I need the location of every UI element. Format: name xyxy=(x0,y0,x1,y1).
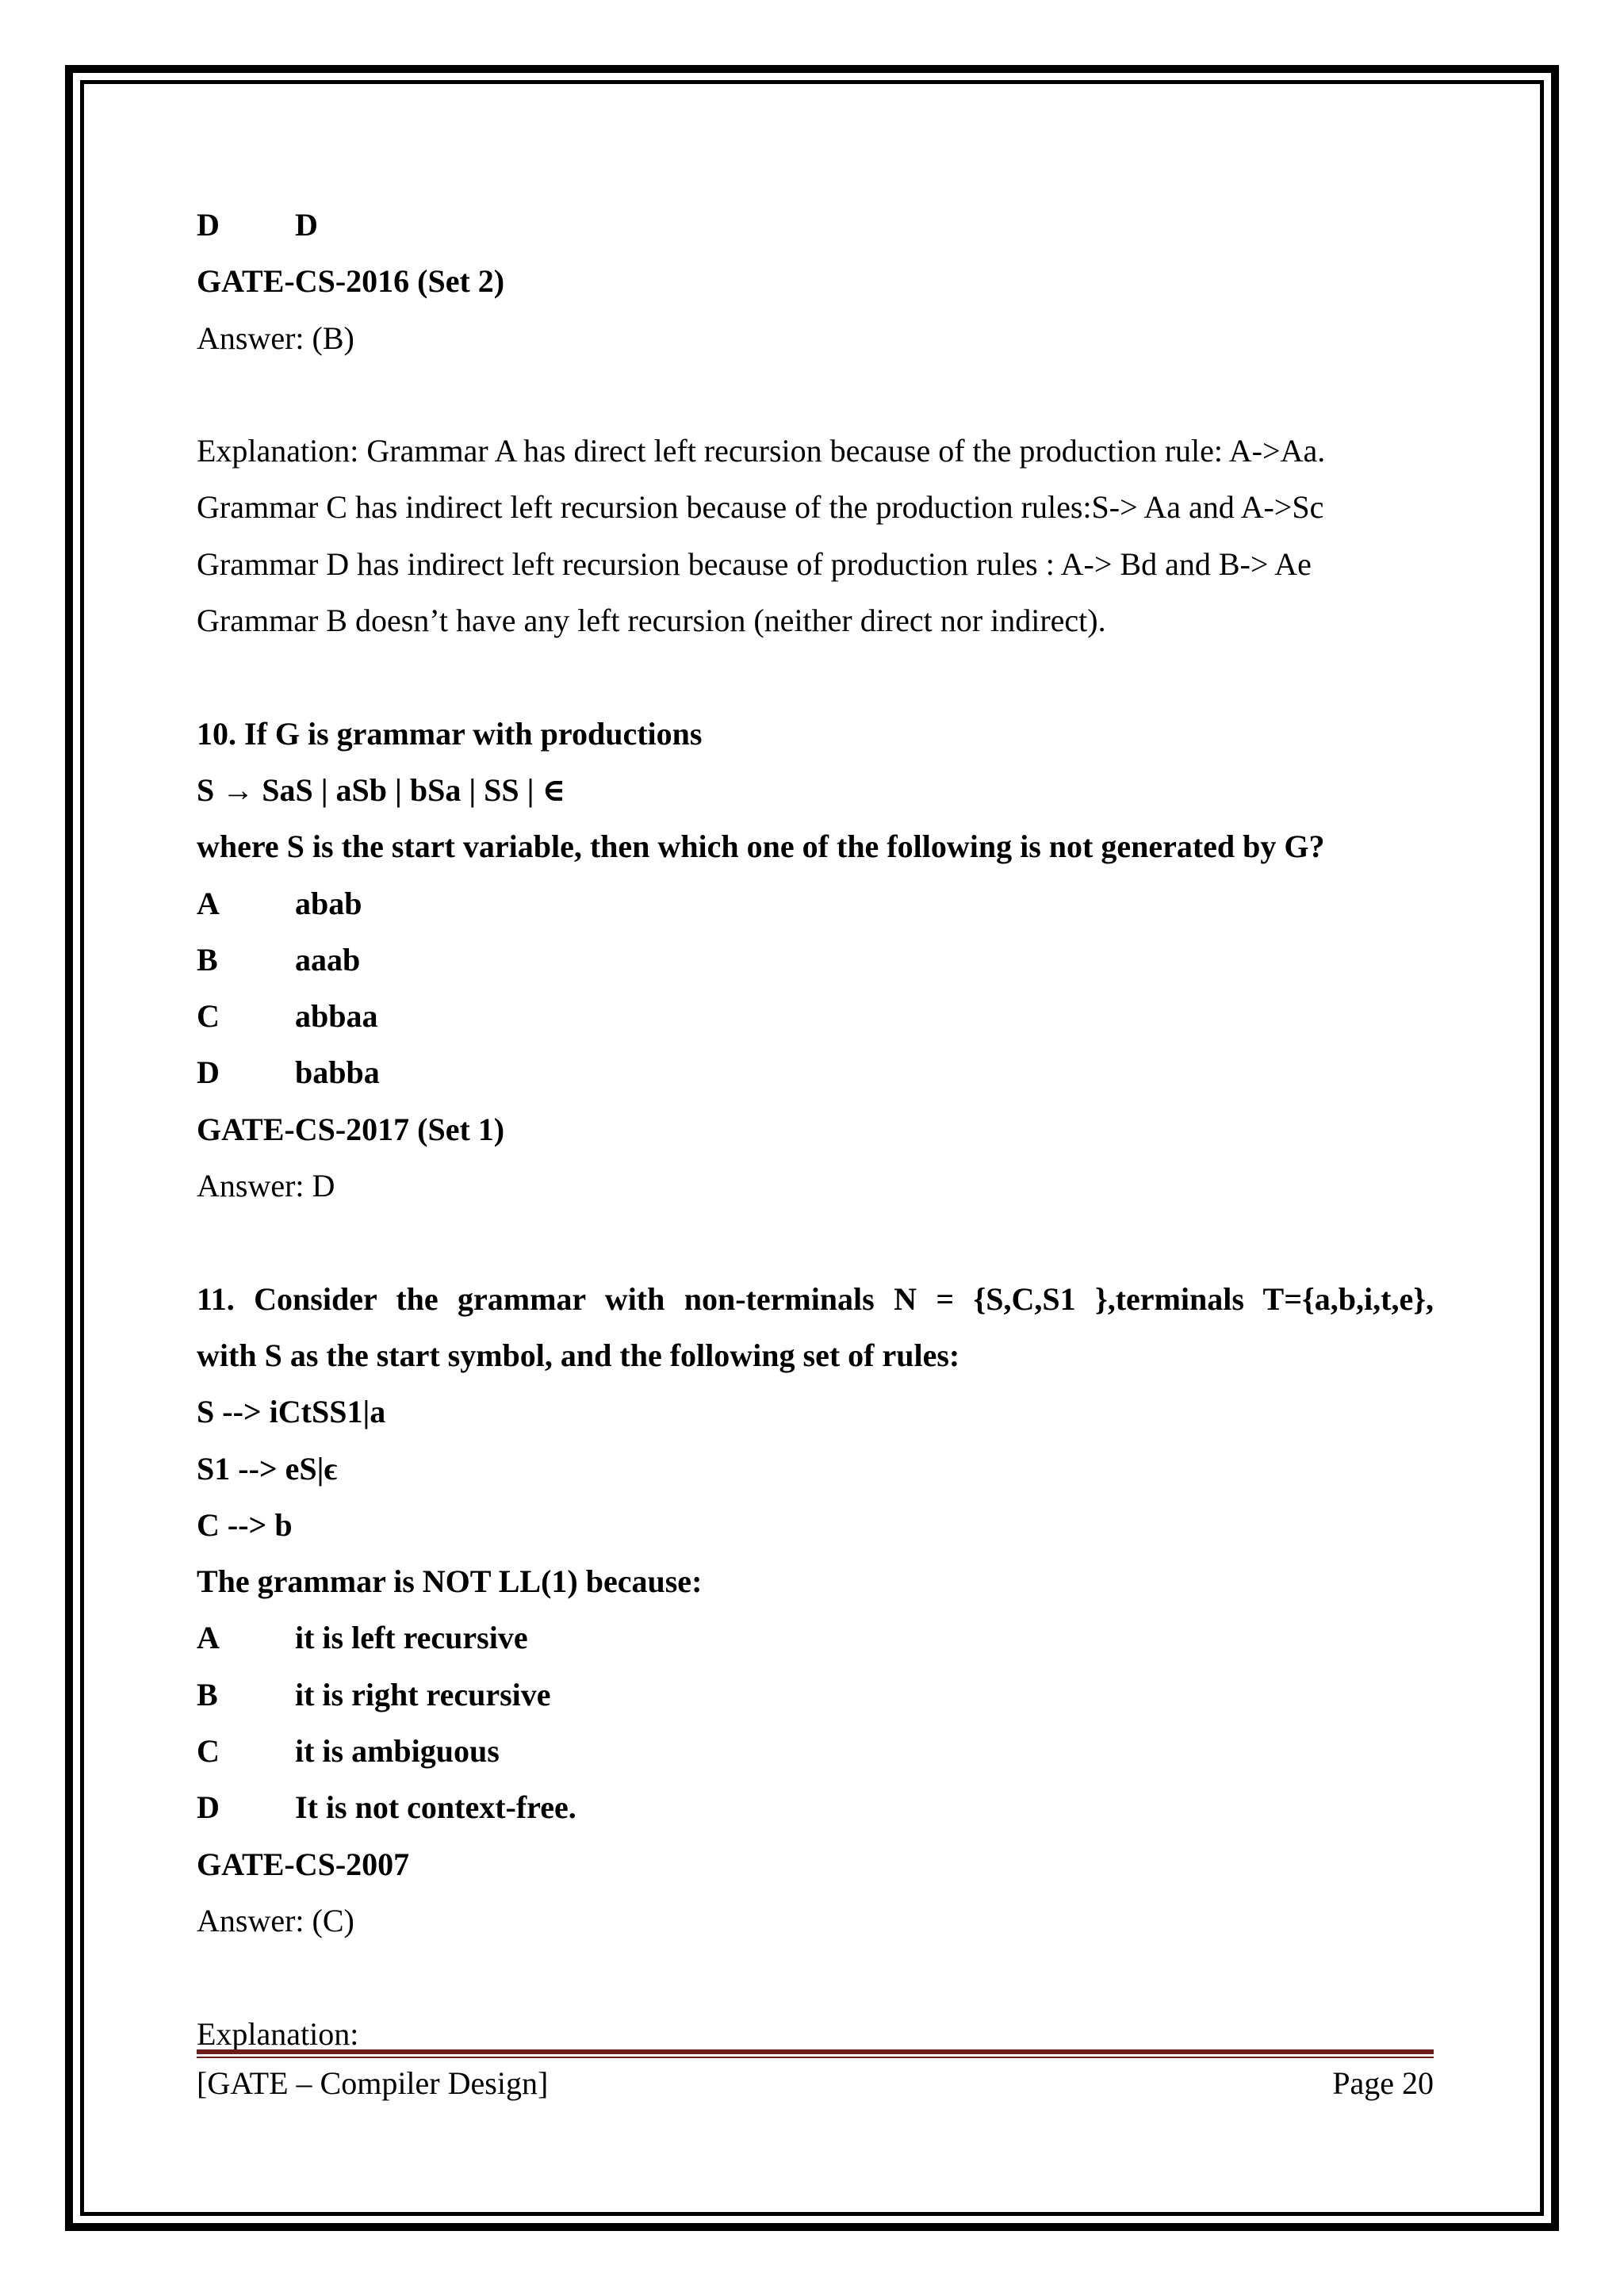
q11-rule-s1: S1 --> eS|ϵ xyxy=(197,1450,338,1487)
explanation-line: Explanation: Grammar A has direct left recursion because of the production rule: A->Aa. xyxy=(197,433,1326,469)
q11-prompt: The grammar is NOT LL(1) because: xyxy=(197,1563,703,1600)
option-text: it is ambiguous xyxy=(295,1733,500,1770)
prev-question-answer: Answer: (B) xyxy=(197,320,354,356)
option-text: D xyxy=(295,207,318,243)
q10-answer: Answer: D xyxy=(197,1168,335,1204)
page-content xyxy=(197,197,1434,2062)
spacer xyxy=(197,1214,1434,1270)
prev-option-d xyxy=(197,197,1434,253)
option-text: aaab xyxy=(295,941,361,978)
explanation-line: Grammar C has indirect left recursion because of the production rules:S-> Aa and A->Sc xyxy=(197,489,1324,526)
q10-option-b xyxy=(197,932,1434,988)
prev-question-source: GATE-CS-2016 (Set 2) xyxy=(197,263,505,300)
option-text: abbaa xyxy=(295,998,378,1035)
explanation-line: Grammar B doesn’t have any left recursion (neither direct nor indirect). xyxy=(197,603,1106,639)
q11-source: GATE-CS-2007 xyxy=(197,1846,410,1882)
q11-option-b xyxy=(197,1667,1434,1723)
option-letter: B xyxy=(197,941,218,978)
q10-option-c xyxy=(197,988,1434,1044)
option-text: babba xyxy=(295,1054,380,1091)
q10-prompt: where S is the start variable, then which one of the following is not generated by G? xyxy=(197,828,1325,865)
q11-option-a xyxy=(197,1609,1434,1666)
q11-option-c xyxy=(197,1723,1434,1779)
option-letter: C xyxy=(197,1733,220,1770)
q10-stem: 10. If G is grammar with productions xyxy=(197,715,703,752)
footer-rule xyxy=(197,2049,1434,2058)
option-text: it is right recursive xyxy=(295,1676,551,1712)
option-text: abab xyxy=(295,885,362,921)
spacer xyxy=(197,1949,1434,2005)
q11-rule-s: S --> iCtSS1|a xyxy=(197,1394,386,1430)
q11-rule-c: C --> b xyxy=(197,1506,293,1543)
option-letter: A xyxy=(197,1620,220,1656)
option-letter: C xyxy=(197,998,220,1035)
q11-explanation-label: Explanation: xyxy=(197,2015,359,2052)
q11-stem: 11. Consider the grammar with non-terminals N = {S,C,S1 },terminals T={a,b,i,t,e}, xyxy=(197,1280,1434,1317)
option-text: it is left recursive xyxy=(295,1620,528,1656)
q10-production: S → SaS | aSb | bSa | SS | ∈ xyxy=(197,771,566,808)
footer-title: [GATE – Compiler Design] xyxy=(197,2065,549,2101)
option-letter: A xyxy=(197,885,220,921)
q11-stem-cont: with S as the start symbol, and the following set of rules: xyxy=(197,1337,960,1373)
page-footer xyxy=(197,2061,1434,2106)
option-letter: D xyxy=(197,1054,220,1091)
q10-option-d xyxy=(197,1044,1434,1100)
q11-answer: Answer: (C) xyxy=(197,1902,354,1938)
option-letter: D xyxy=(197,1789,220,1826)
page-number: Page 20 xyxy=(1332,2065,1434,2101)
spacer xyxy=(197,649,1434,705)
q11-option-d xyxy=(197,1779,1434,1835)
option-letter: D xyxy=(197,207,220,243)
explanation-line: Grammar D has indirect left recursion because of production rules : A-> Bd and B-> Ae xyxy=(197,545,1312,582)
spacer xyxy=(197,366,1434,423)
option-letter: B xyxy=(197,1676,218,1712)
option-text: It is not context-free. xyxy=(295,1789,576,1826)
q10-option-a xyxy=(197,875,1434,932)
q10-source: GATE-CS-2017 (Set 1) xyxy=(197,1111,505,1147)
